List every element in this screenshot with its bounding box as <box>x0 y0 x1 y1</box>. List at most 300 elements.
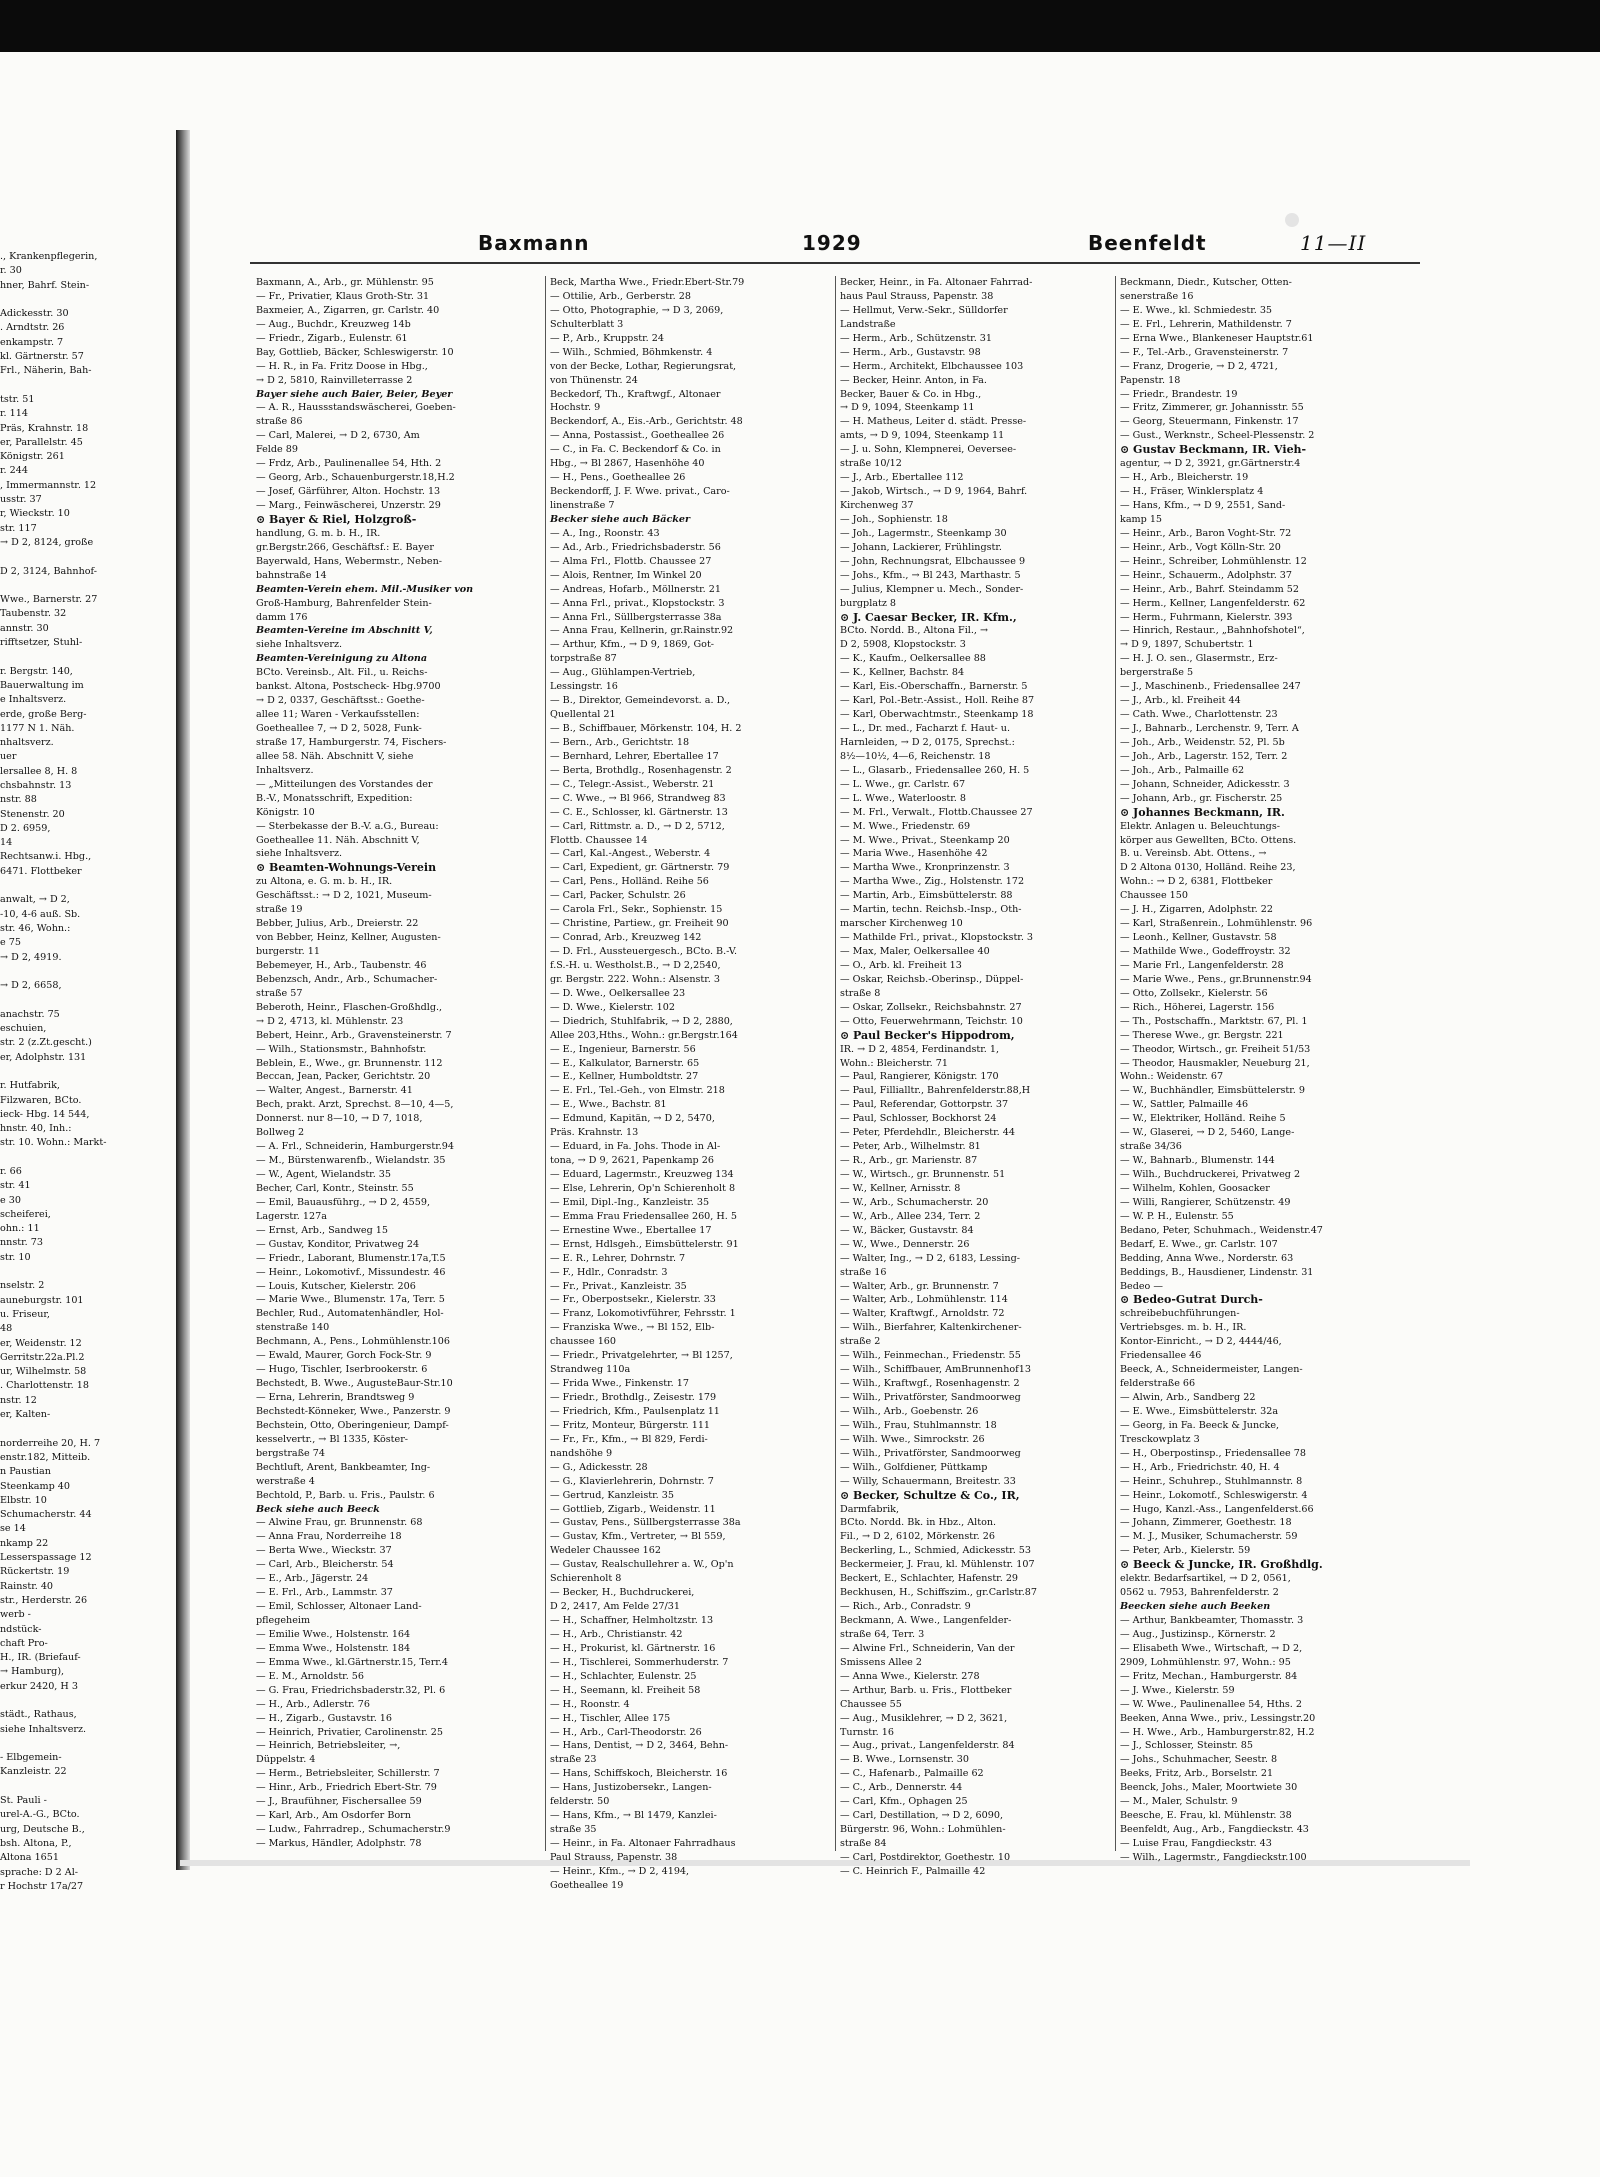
directory-entry-line: Bechtold, P., Barb. u. Fris., Paulstr. 6 <box>256 1489 435 1501</box>
directory-entry-line: — W., Arb., Allee 234, Terr. 2 <box>840 1210 981 1222</box>
directory-entry-line: — R., Arb., gr. Marienstr. 87 <box>840 1155 978 1167</box>
directory-entry-line: — Edmund, Kapitän, → D 2, 5470, <box>550 1113 715 1125</box>
directory-entry-line: — Wilh., Arb., Goebenstr. 26 <box>840 1405 979 1417</box>
directory-entry-line: — Georg, Arb., Schauenburgerstr.18,H.2 <box>256 472 455 484</box>
directory-entry-line: kamp 15 <box>1120 513 1163 525</box>
directory-entry-line: bergerstraße 5 <box>1120 667 1194 679</box>
directory-entry-line: straße 10/12 <box>840 458 902 470</box>
directory-entry-line: — Anna Wwe., Kielerstr. 278 <box>840 1670 980 1682</box>
directory-entry-line: — Bern., Arb., Gerichtstr. 18 <box>550 736 690 748</box>
directory-entry-line: — Peter, Arb., Wilhelmstr. 81 <box>840 1141 981 1153</box>
directory-entry-line: Beckendorff, J. F. Wwe. privat., Caro- <box>550 486 730 498</box>
directory-entry-line: — Walter, Angest., Barnerstr. 41 <box>256 1085 413 1097</box>
directory-entry-line: — E. Wwe., kl. Schmiedestr. 35 <box>1120 304 1273 316</box>
fragment-line: → D 2, 4919. <box>0 951 62 963</box>
directory-entry-line: — E., Ingenieur, Barnerstr. 56 <box>550 1043 696 1055</box>
fragment-line: H., IR. (Briefauf- <box>0 1652 81 1664</box>
fragment-line: → D 2, 6658, <box>0 980 62 992</box>
directory-entry-line: — E. Frl., Arb., Lammstr. 37 <box>256 1587 393 1599</box>
directory-entry-line: — Heinrich, Privatier, Carolinenstr. 25 <box>256 1726 443 1738</box>
directory-entry-line: — Aug., Glühlampen-Vertrieb, <box>550 667 696 679</box>
fragment-line: 6471. Flottbeker <box>0 865 82 877</box>
directory-entry-line: — Julius, Klempner u. Mech., Sonder- <box>840 583 1024 595</box>
directory-entry-line: Beeken, Anna Wwe., priv., Lessingstr.20 <box>1120 1712 1316 1724</box>
directory-entry-line: — M. Wwe., Friedenstr. 69 <box>840 820 971 832</box>
directory-entry-line: — Anna Frl., privat., Klopstockstr. 3 <box>550 597 725 609</box>
directory-entry-line: Beckendorf, A., Eis.-Arb., Gerichtstr. 48 <box>550 416 743 428</box>
directory-entry-line: straße 2 <box>840 1336 881 1348</box>
fragment-line: ur, Wilhelmstr. 58 <box>0 1366 87 1378</box>
fragment-line: str. 117 <box>0 522 37 534</box>
directory-entry-line: — Therese Wwe., gr. Bergstr. 221 <box>1120 1029 1284 1041</box>
directory-entry-line: — Karl, Eis.-Oberschaffn., Barnerstr. 5 <box>840 681 1028 693</box>
fragment-line: städt., Rathaus, <box>0 1709 77 1721</box>
directory-entry-line: — Joh., Lagermstr., Steenkamp 30 <box>840 527 1007 539</box>
fragment-line: r, Wieckstr. 10 <box>0 508 70 520</box>
directory-entry-line: — C., Hafenarb., Palmaille 62 <box>840 1768 984 1780</box>
directory-entry-line: — Fr., Oberpostsekr., Kielerstr. 33 <box>550 1294 716 1306</box>
directory-entry-line: burgerstr. 11 <box>256 946 320 957</box>
directory-entry-line: straße 86 <box>256 416 303 428</box>
directory-entry-line: — W., Kellner, Arnisstr. 8 <box>840 1182 961 1194</box>
directory-entry-line: — Otto, Photographie, → D 3, 2069, <box>550 304 724 316</box>
directory-entry-line: — Hinr., Arb., Friedrich Ebert-Str. 79 <box>256 1782 437 1794</box>
directory-entry-line: Wohn.: → D 2, 6381, Flottbeker <box>1120 876 1273 888</box>
directory-entry-line: — B., Direktor, Gemeindevorst. a. D., <box>550 695 731 707</box>
directory-entry-line: — Gustav, Kfm., Vertreter, → Bl 559, <box>550 1531 726 1543</box>
directory-entry-line: agentur, → D 2, 3921, gr.Gärtnerstr.4 <box>1120 458 1301 470</box>
directory-entry-line: — Carl, Arb., Bleicherstr. 54 <box>256 1559 394 1571</box>
directory-entry-line: Beck, Martha Wwe., Friedr.Ebert-Str.79 <box>550 277 745 288</box>
directory-column-2 <box>550 276 832 1891</box>
directory-entry-line: — Emma Wwe., kl.Gärtnerstr.15, Terr.4 <box>256 1656 448 1668</box>
directory-entry-line: Papenstr. 18 <box>1120 374 1181 386</box>
directory-entry-line: — Friedr., Brothdlg., Zeisestr. 179 <box>550 1392 717 1403</box>
directory-entry-line: — W., Wwe., Dennerstr. 26 <box>840 1238 970 1250</box>
directory-entry-line: — Karl, Oberwachtmstr., Steenkamp 18 <box>840 709 1034 721</box>
directory-entry-line: — G. Frau, Friedrichsbaderstr.32, Pl. 6 <box>256 1684 446 1696</box>
directory-entry-line: — Walter, Ing., → D 2, 6183, Lessing- <box>840 1252 1020 1264</box>
directory-entry-line: ⊙ Becker, Schultze & Co., IR, <box>840 1488 1020 1502</box>
directory-entry-line: — Hans, Dentist, → D 2, 3464, Behn- <box>550 1740 729 1752</box>
directory-entry-line: — Eduard, in Fa. Johs. Thode in Al- <box>550 1141 721 1153</box>
directory-entry-line: — Mathilde Wwe., Godeffroystr. 32 <box>1120 946 1291 957</box>
directory-entry-line: Strandweg 110a <box>550 1364 631 1376</box>
directory-entry-line: — H., Prokurist, kl. Gärtnerstr. 16 <box>550 1642 716 1654</box>
directory-entry-line: — Wilh., Feinmechan., Friedenstr. 55 <box>840 1350 1021 1362</box>
directory-entry-line: — Wilh., Privatförster, Sandmoorweg <box>840 1392 1021 1403</box>
directory-entry-line: — Heinr., Kfm., → D 2, 4194, <box>550 1865 690 1877</box>
directory-entry-line: — H., Roonstr. 4 <box>550 1698 630 1710</box>
directory-entry-line: Beckhusen, H., Schiffszim., gr.Carlstr.87 <box>840 1587 1037 1599</box>
directory-entry-line: Hbg., → Bl 2867, Hasenhöhe 40 <box>550 458 705 470</box>
directory-entry-line: — W. P. H., Eulenstr. 55 <box>1120 1210 1234 1222</box>
directory-entry-line: gr.Bergstr.266, Geschäftsf.: E. Bayer <box>256 541 434 553</box>
directory-entry-line: burgplatz 8 <box>840 597 897 609</box>
directory-entry-line: — J. u. Sohn, Klempnerei, Oeverseе- <box>840 444 1017 456</box>
directory-entry-line: — Willi, Rangierer, Schützenstr. 49 <box>1120 1196 1291 1208</box>
directory-entry-line: — Aug., Justizinsp., Körnerstr. 2 <box>1120 1628 1276 1640</box>
directory-entry-line: — Heinr., Schauerm., Adolphstr. 37 <box>1120 569 1292 581</box>
directory-entry-line: — Theodor, Hausmakler, Neueburg 21, <box>1120 1057 1310 1069</box>
directory-entry-line: Vertriebsges. m. b. H., IR. <box>1120 1322 1247 1334</box>
directory-entry-line: — Alwine Frl., Schneiderin, Van der <box>840 1642 1015 1654</box>
directory-entry-line: — P., Arb., Kruppstr. 24 <box>550 332 664 344</box>
fragment-line: norderreihe 20, H. 7 <box>0 1437 101 1449</box>
directory-entry-line: — Martin, techn. Reichsb.-Insp., Oth- <box>840 904 1022 916</box>
directory-entry-line: — Emma Wwe., Holstenstr. 184 <box>256 1642 411 1654</box>
directory-entry-line: — H. J. O. sen., Glasermstr., Erz- <box>1120 653 1278 665</box>
directory-entry-line: — H. Matheus, Leiter d. städt. Presse- <box>840 416 1027 428</box>
directory-entry-line: — Fritz, Zimmerer, gr. Johannisstr. 55 <box>1120 402 1304 414</box>
directory-entry-line: Becker, Bauer & Co. in Hbg., <box>840 388 982 400</box>
fragment-line: ieck- Hbg. 14 544, <box>0 1108 90 1120</box>
directory-entry-line: Elektr. Anlagen u. Beleuchtungs- <box>1120 820 1280 832</box>
directory-entry-line: — Eduard, Lagermstr., Kreuzweg 134 <box>550 1169 734 1180</box>
fragment-line: anwalt, → D 2, <box>0 894 70 906</box>
header-year: 1929 <box>802 231 862 255</box>
directory-entry-line: damm 176 <box>256 611 308 623</box>
directory-entry-line: — Wilh., Lagermstr., Fangdieckstr.100 <box>1120 1851 1307 1863</box>
directory-entry-line: — Carl, Destillation, → D 2, 6090, <box>840 1810 1004 1822</box>
directory-entry-line: Beesche, E. Frau, kl. Mühlenstr. 38 <box>1120 1810 1292 1822</box>
directory-entry-line: — Hugo, Kanzl.-Ass., Langenfelderst.66 <box>1120 1503 1314 1515</box>
fragment-line: r. Bergstr. 140, <box>0 665 73 677</box>
fragment-line <box>0 993 172 1007</box>
directory-entry-line: — Cath. Wwe., Charlottenstr. 23 <box>1120 709 1278 721</box>
directory-entry-line: — W., Elektriker, Holländ. Reihe 5 <box>1120 1113 1286 1125</box>
directory-entry-line: ⊙ Paul Becker's Hippodrom, <box>840 1028 1015 1042</box>
directory-entry-line: — Elisabeth Wwe., Wirtschaft, → D 2, <box>1120 1642 1303 1654</box>
directory-entry-line: — H., Arb., Christianstr. 42 <box>550 1628 683 1640</box>
directory-entry-line: felderstraße 66 <box>1120 1378 1196 1390</box>
fragment-line: → Hamburg), <box>0 1666 65 1678</box>
directory-entry-line: Beamten-Verein ehem. Mil.-Musiker von <box>256 583 474 595</box>
fragment-line: Kanzleistr. 22 <box>0 1766 67 1778</box>
directory-entry-line: Bebert, Heinr., Arb., Gravensteinerstr. 7 <box>256 1029 452 1041</box>
directory-entry-line: — Hugo, Tischler, Iserbrookerstr. 6 <box>256 1364 428 1376</box>
fragment-line: Elbstr. 10 <box>0 1494 47 1506</box>
fragment-line: n Paustian <box>0 1466 51 1478</box>
directory-entry-line: allee 58. Näh. Abschnitt V, siehe <box>256 750 414 762</box>
directory-entry-line: — Gottlieb, Zigarb., Weidenstr. 11 <box>550 1503 716 1515</box>
fragment-line: r. 66 <box>0 1166 22 1177</box>
directory-entry-line: — Arthur, Bankbeamter, Thomasstr. 3 <box>1120 1615 1304 1626</box>
fragment-line: annstr. 30 <box>0 622 49 634</box>
directory-entry-line: — Walter, Arb., gr. Brunnenstr. 7 <box>840 1280 999 1292</box>
directory-entry-line: Bech, prakt. Arzt, Sprechst. 8—10, 4—5, <box>256 1099 454 1111</box>
fragment-line: → D 2, 8124, große <box>0 536 94 548</box>
fragment-line: werb - <box>0 1609 31 1621</box>
directory-entry-line: Becker, Heinr., in Fa. Altonaer Fahrrad- <box>840 277 1033 288</box>
page-number: 11—II <box>1300 231 1367 255</box>
fragment-line: Taubenstr. 32 <box>0 608 67 620</box>
directory-entry-line: — Karl, Arb., Am Osdorfer Born <box>256 1810 411 1822</box>
fragment-line: Rechtsanw.i. Hbg., <box>0 851 92 863</box>
directory-entry-line: — Heinr., in Fa. Altonaer Fahrradhaus <box>550 1838 736 1849</box>
directory-entry-line: Kontor-Einricht., → D 2, 4444/46, <box>1120 1336 1282 1348</box>
fragment-line <box>0 1694 172 1708</box>
directory-entry-line: — Friedr., Privatgelehrter, → Bl 1257, <box>550 1350 733 1362</box>
directory-entry-line: — Josef, Gärführer, Alton. Hochstr. 13 <box>256 486 441 498</box>
directory-entry-line: Inhaltsverz. <box>256 764 314 776</box>
directory-entry-line: — Ludw., Fahrradrep., Schumacherstr.9 <box>256 1824 451 1836</box>
fragment-line: urg, Deutsche B., <box>0 1823 85 1835</box>
directory-entry-line: Bürgerstr. 96, Wohn.: Lohmühlen- <box>840 1824 1006 1836</box>
directory-entry-line: haus Paul Strauss, Papenstr. 38 <box>840 290 994 302</box>
directory-entry-line: — Gertrud, Kanzleistr. 35 <box>550 1489 674 1501</box>
scanner-edge <box>0 0 1600 52</box>
directory-entry-line: — B., Schiffbauer, Mörkenstr. 104, H. 2 <box>550 723 742 734</box>
column-divider-2 <box>835 276 836 1851</box>
fragment-line: anachstr. 75 <box>0 1008 60 1020</box>
directory-entry-line: Schierenholt 8 <box>550 1573 622 1585</box>
directory-entry-line: — Conrad, Arb., Kreuzweg 142 <box>550 932 702 944</box>
directory-entry-line: — C. Heinrich F., Palmaille 42 <box>840 1865 986 1877</box>
directory-entry-line: Beckerling, L., Schmied, Adickesstr. 53 <box>840 1545 1032 1557</box>
directory-entry-line: Beckmann, Diedr., Kutscher, Otten- <box>1120 277 1292 288</box>
directory-entry-line: — Becker, Heinr. Anton, in Fa. <box>840 374 987 386</box>
directory-entry-line: straße 17, Hamburgerstr. 74, Fischers- <box>256 736 447 748</box>
directory-entry-line: — H. R., in Fa. Fritz Doose in Hbg., <box>256 360 428 372</box>
fragment-line: Frl., Näherin, Bah- <box>0 365 92 377</box>
directory-entry-line: — Joh., Arb., Palmaille 62 <box>1120 764 1245 776</box>
directory-entry-line: — Carl, Malerei, → D 2, 6730, Am <box>256 430 420 442</box>
fragment-line: hner, Bahrf. Stein- <box>0 279 90 291</box>
directory-entry-line: — H., Fräser, Winklersplatz 4 <box>1120 486 1264 498</box>
book-spine <box>176 130 190 1870</box>
directory-entry-line: nandshöhe 9 <box>550 1447 613 1459</box>
directory-entry-line: gr. Bergstr. 222. Wohn.: Alsenstr. 3 <box>550 973 721 985</box>
fragment-line: , Immermannstr. 12 <box>0 479 97 491</box>
directory-entry-line: — Carl, Expedient, gr. Gärtnerstr. 79 <box>550 862 730 874</box>
directory-entry-line: — Ewald, Maurer, Gorch Fock-Str. 9 <box>256 1350 432 1362</box>
directory-entry-line: — Emilie Wwe., Holstenstr. 164 <box>256 1628 411 1640</box>
directory-entry-line: — Carl, Postdirektor, Goethestr. 10 <box>840 1851 1011 1863</box>
directory-entry-line: — Otto, Feuerwehrmann, Teichstr. 10 <box>840 1015 1023 1027</box>
previous-page-fragment <box>0 250 172 1894</box>
directory-entry-line: — W., Bäcker, Gustavstr. 84 <box>840 1224 974 1236</box>
directory-entry-line: — E., Kellner, Humboldtstr. 27 <box>550 1071 699 1083</box>
fragment-line: nhaltsverz. <box>0 737 54 749</box>
directory-entry-line: — Heinr., Schuhrep., Stuhlmannstr. 8 <box>1120 1475 1303 1487</box>
directory-entry-line: — Heinr., Lokomotivf., Missundestr. 46 <box>256 1266 446 1278</box>
directory-entry-line: siehe Inhaltsverz. <box>256 639 343 651</box>
directory-entry-line: Landstraße <box>840 318 896 330</box>
directory-entry-line: werstraße 4 <box>256 1475 315 1487</box>
directory-entry-line: D 2, 5908, Klopstockstr. 3 <box>840 639 966 651</box>
directory-entry-line: zu Altona, e. G. m. b. H., IR. <box>256 876 393 888</box>
directory-entry-line: Beeck, A., Schneidermeister, Langen- <box>1120 1364 1303 1376</box>
fragment-line: nstr. 88 <box>0 794 37 806</box>
directory-entry-line: Beberoth, Heinr., Flaschen-Großhdlg., <box>256 1001 443 1013</box>
directory-entry-line: pflegeheim <box>256 1615 311 1626</box>
fragment-line: str., Herderstr. 26 <box>0 1594 88 1606</box>
directory-entry-line: bahnstraße 14 <box>256 569 327 581</box>
directory-entry-line: marscher Kirchenweg 10 <box>840 918 963 930</box>
directory-entry-line: — Joh., Arb., Lagerstr. 152, Terr. 2 <box>1120 750 1288 762</box>
directory-entry-line: — O., Arb. kl. Freiheit 13 <box>840 959 962 971</box>
directory-entry-line: — Ernst, Arb., Sandweg 15 <box>256 1224 388 1236</box>
directory-entry-line: — Johs., Kfm., → Bl 243, Marthastr. 5 <box>840 569 1021 581</box>
directory-entry-line: — G., Klavierlehrerin, Dohrnstr. 7 <box>550 1475 714 1487</box>
directory-entry-line: Bedarf, E. Wwe., gr. Carlstr. 107 <box>1120 1238 1278 1250</box>
fragment-line: Wwe., Barnerstr. 27 <box>0 594 98 606</box>
fragment-line: er, Adolphstr. 131 <box>0 1051 87 1063</box>
fragment-line: Rückertstr. 19 <box>0 1566 70 1578</box>
fragment-line: Altona 1651 <box>0 1852 59 1864</box>
directory-entry-line: — Theodor, Wirtsch., gr. Freiheit 51/53 <box>1120 1043 1311 1055</box>
directory-entry-line: — K., Kellner, Bachstr. 84 <box>840 667 965 679</box>
directory-entry-line: — Friedrich, Kfm., Paulsenplatz 11 <box>550 1405 720 1417</box>
directory-entry-line: — L. Wwe., Waterloostr. 8 <box>840 792 967 804</box>
directory-entry-line: — Wilh., Golfdiener, Püttkamp <box>840 1461 988 1473</box>
directory-entry-line: — E. Frl., Lehrerin, Mathildenstr. 7 <box>1120 318 1292 330</box>
directory-entry-line: — Paul, Fillialltr., Bahrenfelderstr.88,H <box>840 1085 1031 1097</box>
directory-entry-line: — J. H., Zigarren, Adolphstr. 22 <box>1120 904 1273 916</box>
fragment-line: Filzwaren, BCto. <box>0 1094 82 1106</box>
directory-entry-line: Geschäftsst.: → D 2, 1021, Museum- <box>256 890 432 902</box>
directory-entry-line: — Wilh. Wwe., Simrockstr. 26 <box>840 1433 985 1445</box>
directory-entry-line: — Max, Maler, Oelkersallee 40 <box>840 946 990 957</box>
fragment-line: nnstr. 73 <box>0 1237 43 1249</box>
directory-entry-line: — C., Telegr.-Assist., Weberstr. 21 <box>550 778 715 790</box>
directory-entry-line: Bechstein, Otto, Oberingenieur, Dampf- <box>256 1419 449 1431</box>
fragment-line: lersallee 8, H. 8 <box>0 765 78 777</box>
directory-entry-line: — Markus, Händler, Adolphstr. 78 <box>256 1838 422 1849</box>
directory-entry-line: Bebemeyer, H., Arb., Taubenstr. 46 <box>256 959 427 971</box>
directory-entry-line: — J., Braufühner, Fischersallee 59 <box>256 1796 422 1808</box>
directory-entry-line: — M. Wwe., Privat., Steenkamp 20 <box>840 834 1010 846</box>
directory-entry-line: Lagerstr. 127a <box>256 1210 327 1222</box>
fragment-line <box>0 965 172 979</box>
directory-entry-line: von der Becke, Lothar, Regierungsrat, <box>550 360 737 372</box>
directory-entry-line: Beckmann, A. Wwe., Langenfelder- <box>840 1615 1012 1626</box>
directory-entry-line: Wedeler Chaussee 162 <box>550 1545 661 1557</box>
directory-entry-line: — Hellmut, Verw.-Sekr., Sülldorfer <box>840 304 1008 316</box>
directory-entry-line: Beckermeier, J. Frau, kl. Mühlenstr. 107 <box>840 1559 1035 1571</box>
directory-entry-line: ⊙ Beamten-Wohnungs-Verein <box>256 861 437 875</box>
directory-entry-line: — E., Wwe., Bachstr. 81 <box>550 1099 667 1111</box>
directory-entry-line: — Paul, Referendar, Gottorpstr. 37 <box>840 1099 1009 1111</box>
fragment-line: Steenkamp 40 <box>0 1480 70 1492</box>
fragment-line: Rainstr. 40 <box>0 1580 54 1592</box>
fragment-line: Schumacherstr. 44 <box>0 1509 92 1521</box>
directory-entry-line: — Heinr., Arb., Baron Voght-Str. 72 <box>1120 527 1292 539</box>
fragment-line: Stenenstr. 20 <box>0 808 65 820</box>
directory-entry-line: — D. Frl., Aussteuergesch., BCto. B.-V. <box>550 946 737 957</box>
directory-entry-line: — K., Kaufm., Oelkersallee 88 <box>840 653 986 665</box>
directory-entry-line: — D. Wwe., Kielerstr. 102 <box>550 1001 675 1013</box>
directory-entry-line: — Marie Frl., Langenfelderstr. 28 <box>1120 959 1284 971</box>
directory-entry-line: — Anna Frau, Kellnerin, gr.Rainstr.92 <box>550 625 734 637</box>
directory-entry-line: Beccan, Jean, Packer, Gerichtstr. 20 <box>256 1071 431 1083</box>
directory-entry-line: — Fr., Privat., Kanzleistr. 35 <box>550 1280 687 1292</box>
page-mark <box>1285 213 1299 227</box>
fragment-line: usstr. 37 <box>0 494 42 506</box>
directory-entry-line: — Maria Wwe., Hasenhöhe 42 <box>840 848 988 860</box>
directory-entry-line: Chaussee 55 <box>840 1698 902 1710</box>
directory-entry-line: — C. E., Schlosser, kl. Gärtnerstr. 13 <box>550 806 728 818</box>
fragment-line: ., Krankenpflegerin, <box>0 251 98 262</box>
fragment-line: bsh. Altona, P., <box>0 1837 72 1849</box>
directory-entry-line: B.-V., Monatsschrift, Expedition: <box>256 792 413 804</box>
directory-entry-line: Bedeo — <box>1120 1280 1163 1292</box>
directory-entry-line: straße 23 <box>550 1754 597 1766</box>
directory-entry-line: straße 8 <box>840 987 881 999</box>
directory-entry-line: — Hans, Kfm., → D 9, 2551, Sand- <box>1120 500 1286 511</box>
directory-entry-line: — Erna Wwe., Blankeneser Hauptstr.61 <box>1120 332 1314 344</box>
fragment-line: se 14 <box>0 1523 26 1535</box>
directory-entry-line: siehe Inhaltsverz. <box>256 848 343 860</box>
fragment-line: str. 41 <box>0 1180 31 1192</box>
directory-entry-line: — Anna Frl., Süllbergsterrasse 38a <box>550 611 722 623</box>
fragment-line: sprache: D 2 Al- <box>0 1866 79 1878</box>
directory-entry-line: — Karl, Pol.-Betr.-Assist., Holl. Reihe 87 <box>840 695 1035 707</box>
directory-entry-line: — H., Schlachter, Eulenstr. 25 <box>550 1670 697 1682</box>
directory-entry-line: — Karl, Straßenrein., Lohmühlenstr. 96 <box>1120 918 1313 930</box>
directory-entry-line: — Wilh., Buchdruckerei, Privatweg 2 <box>1120 1169 1301 1180</box>
directory-entry-line: Beamten-Vereinigung zu Altona <box>256 653 428 665</box>
directory-entry-line: — L., Dr. med., Facharzt f. Haut- u. <box>840 723 1011 734</box>
directory-entry-line: Bayerwald, Hans, Webermstr., Neben- <box>256 555 443 567</box>
directory-entry-line: — Andreas, Hofarb., Möllnerstr. 21 <box>550 583 721 595</box>
directory-entry-line: → D 2, 5810, Rainvilleterrasse 2 <box>256 374 413 386</box>
directory-entry-line: — E. R., Lehrer, Dohrnstr. 7 <box>550 1252 686 1264</box>
directory-entry-line: — Friedr., Brandestr. 19 <box>1120 388 1238 400</box>
directory-entry-line: — Oskar, Reichsb.-Oberinsp., Düppel- <box>840 973 1024 985</box>
directory-entry-line: — F., Tel.-Arb., Gravensteinerstr. 7 <box>1120 346 1289 358</box>
directory-entry-line: Bechmann, A., Pens., Lohmühlenstr.106 <box>256 1336 450 1348</box>
directory-entry-line: felderstr. 50 <box>550 1796 610 1808</box>
directory-entry-line: — M., Maler, Schulstr. 9 <box>1120 1796 1238 1808</box>
directory-entry-line: — Ottilie, Arb., Gerberstr. 28 <box>550 290 691 302</box>
fragment-line: rifftsetzer, Stuhl- <box>0 637 83 649</box>
directory-entry-line: — Hinrich, Restaur., „Bahnhofshotel“, <box>1120 625 1305 637</box>
directory-entry-line: — Frdz, Arb., Paulinenallee 54, Hth. 2 <box>256 458 442 470</box>
directory-entry-line: — Wilh., Bierfahrer, Kaltenkirchener- <box>840 1322 1022 1334</box>
fragment-line: . Arndtstr. 26 <box>0 322 65 334</box>
fragment-line <box>0 1780 172 1794</box>
fragment-line <box>0 293 172 307</box>
directory-entry-line: → D 9, 1897, Schubertstr. 1 <box>1120 639 1254 651</box>
directory-entry-line: Bayer siehe auch Baier, Beier, Beyer <box>256 388 453 400</box>
fragment-line: siehe Inhaltsverz. <box>0 1723 87 1735</box>
directory-entry-line: Beamten-Vereine im Abschnitt V, <box>256 625 433 637</box>
directory-entry-line: — Franz, Drogerie, → D 2, 4721, <box>1120 360 1278 372</box>
fragment-line: - Elbgemein- <box>0 1752 62 1764</box>
directory-entry-line: — Emil, Schlosser, Altonaer Land- <box>256 1601 422 1613</box>
directory-entry-line: — Herm., Betriebsleiter, Schillerstr. 7 <box>256 1768 440 1780</box>
directory-entry-line: — J., Bahnarb., Lerchenstr. 9, Terr. A <box>1120 723 1299 734</box>
directory-entry-line: von Bebber, Heinz, Kellner, Augusten- <box>256 932 441 944</box>
fragment-line <box>0 1265 172 1279</box>
directory-entry-line: — Fr., Privatier, Klaus Groth-Str. 31 <box>256 290 430 302</box>
fragment-line: u. Friseur, <box>0 1308 50 1320</box>
directory-entry-line: — H., Arb., Carl-Theodorstr. 26 <box>550 1726 702 1738</box>
fragment-line: nstr. 12 <box>0 1394 37 1406</box>
directory-entry-line: Smissens Allee 2 <box>840 1656 922 1668</box>
directory-entry-line: — Oskar, Zollsekr., Reichsbahnstr. 27 <box>840 1001 1022 1013</box>
directory-entry-line: — Willy, Schauermann, Breitestr. 33 <box>840 1475 1016 1487</box>
directory-entry-line: Wohn.: Bleicherstr. 71 <box>840 1057 948 1069</box>
fragment-line: 14 <box>0 837 13 849</box>
fragment-line: str. 10. Wohn.: Markt- <box>0 1137 107 1149</box>
directory-entry-line: — D. Wwe., Oelkersallee 23 <box>550 987 686 999</box>
directory-entry-line: — A. Frl., Schneiderin, Hamburgerstr.94 <box>256 1141 454 1153</box>
directory-entry-line: — Heinr., Schreiber, Lohmühlenstr. 12 <box>1120 555 1307 567</box>
directory-entry-line: — J., Arb., Ebertallee 112 <box>840 472 964 484</box>
